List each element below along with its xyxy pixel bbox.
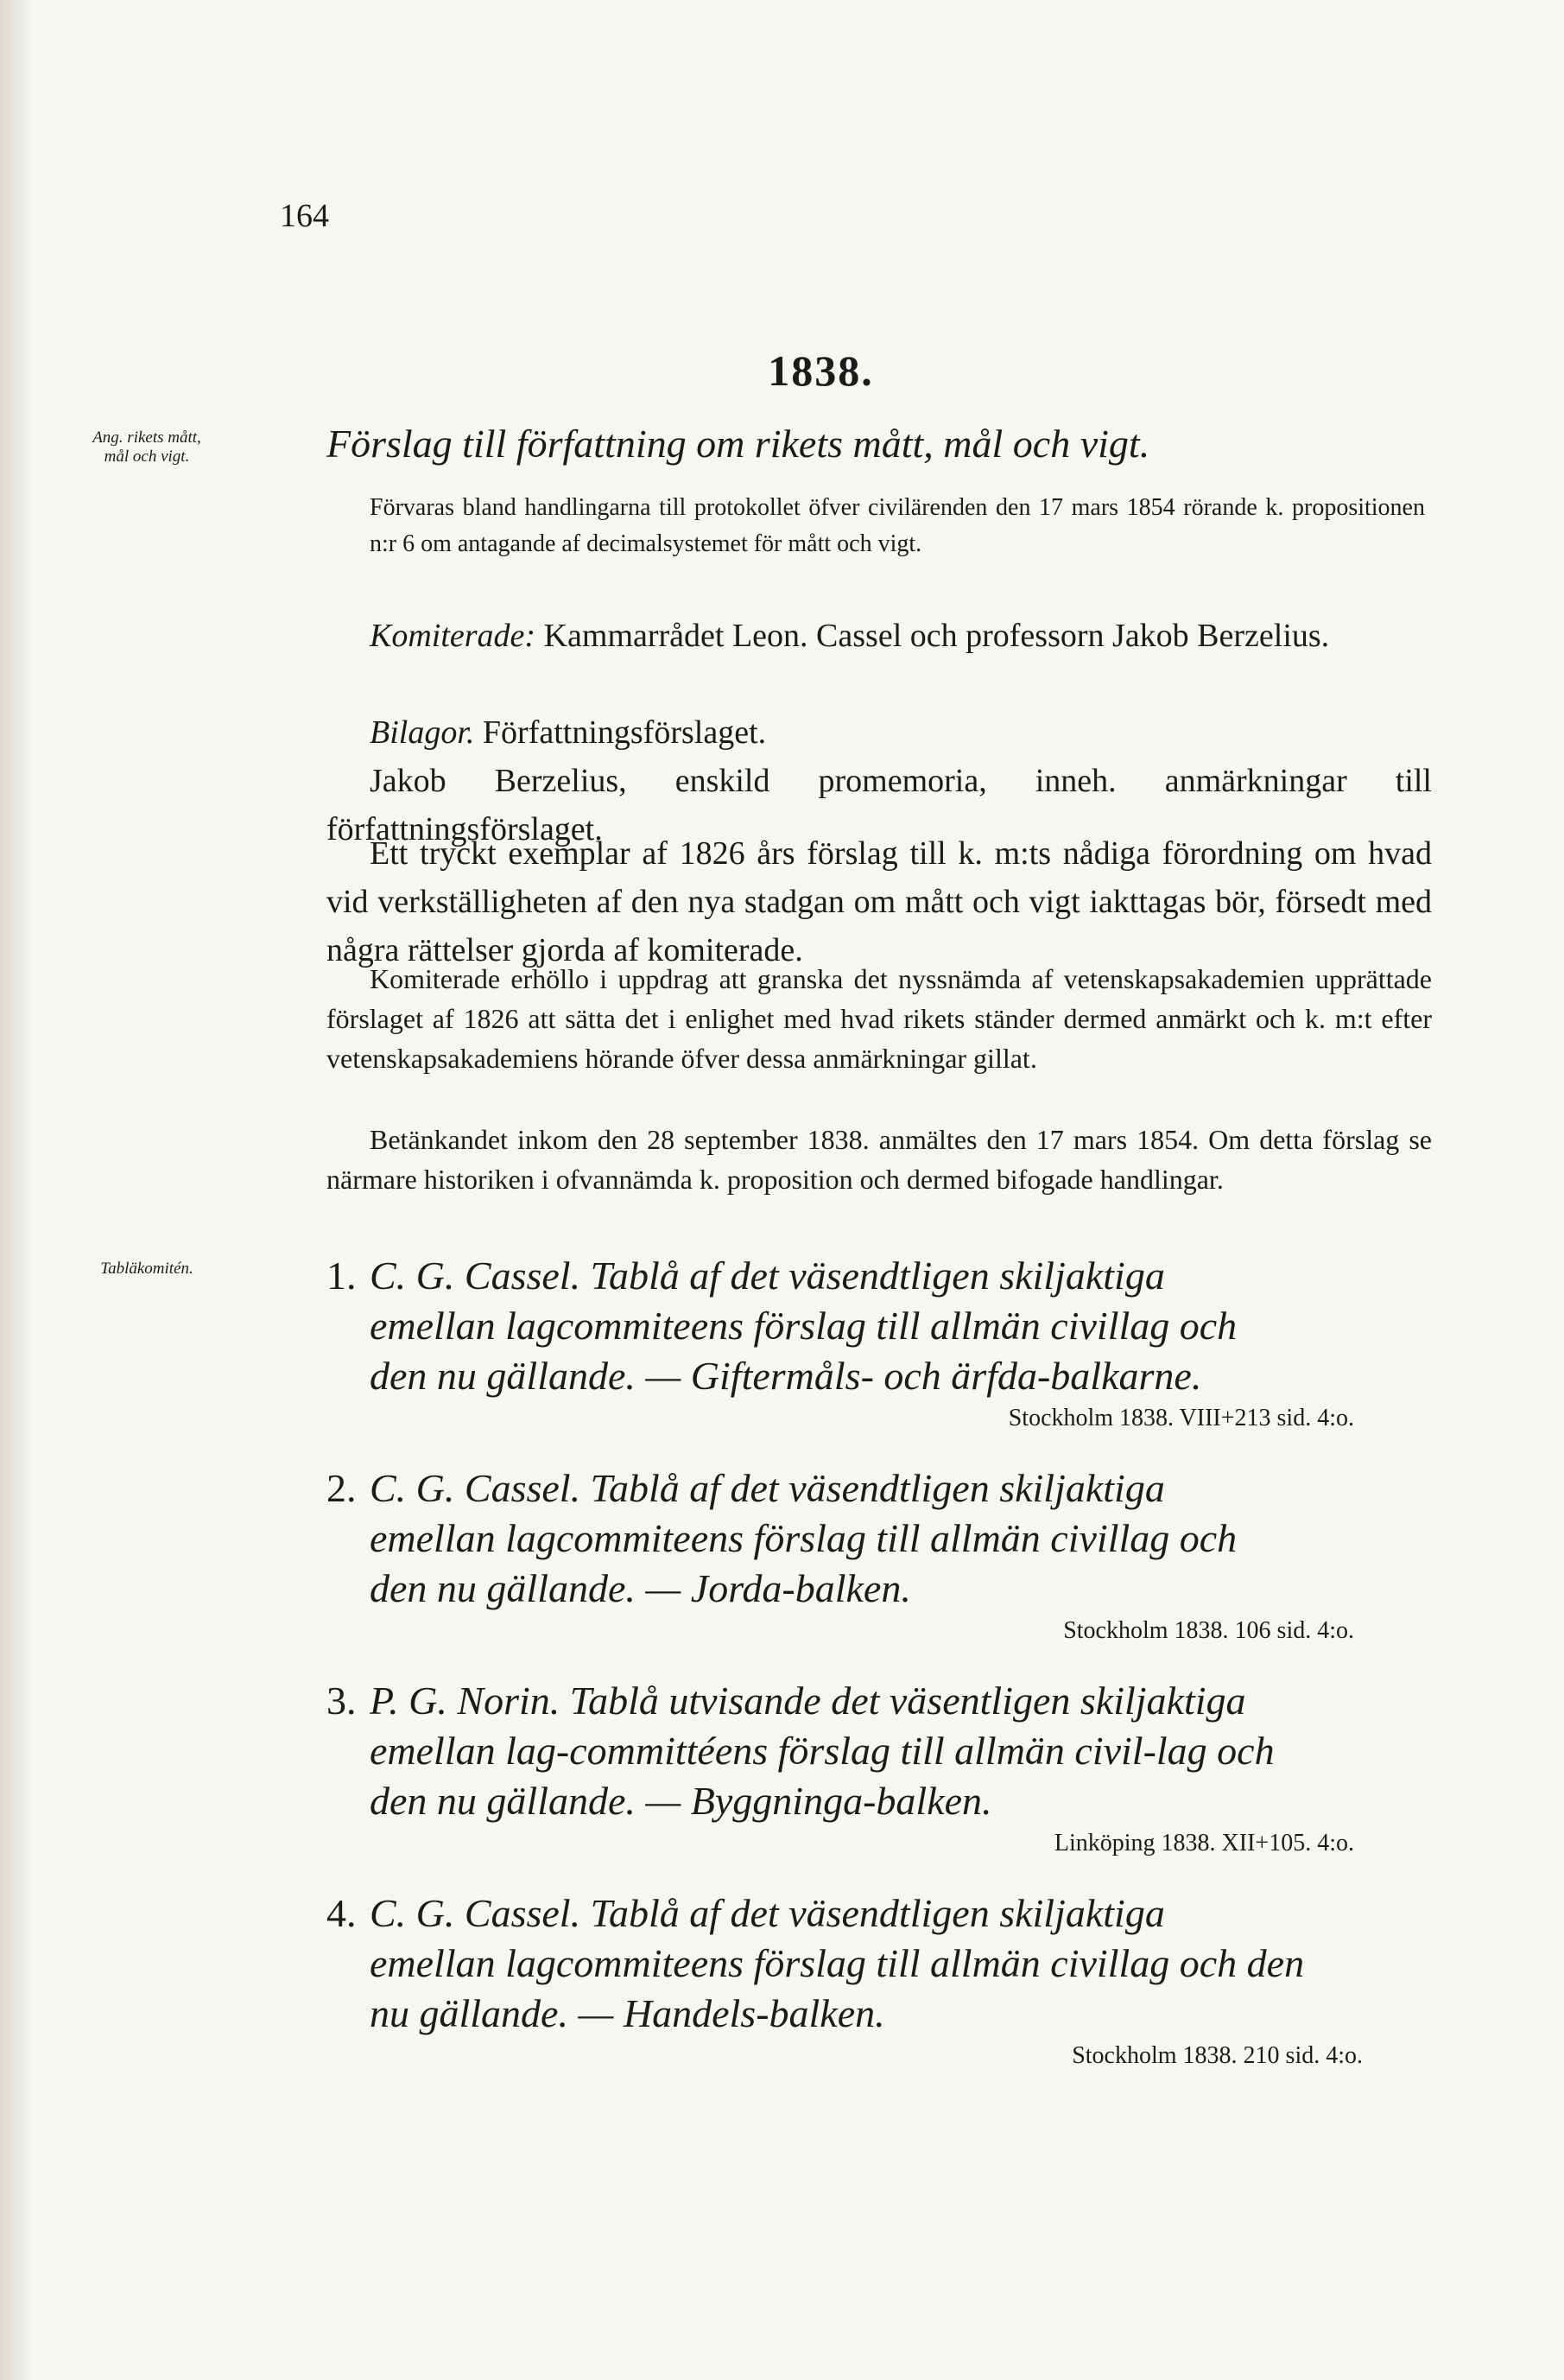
bilagor-paragraph [326, 708, 1432, 757]
komiterade-paragraph [326, 612, 1432, 660]
entry-title-line: C. G. Cassel. Tablå af det väsendtligen skiljaktiga [370, 1466, 1165, 1510]
entry-imprint: Linköping 1838. XII+105. 4:o. [1054, 1830, 1354, 1856]
bibliography-entry [326, 1888, 1441, 2070]
section-title: Förslag till författning om rikets mått, mål och vigt. [326, 422, 1150, 466]
year-heading: 1838. [768, 346, 874, 395]
bilagor-text: Författningsförslaget. [474, 714, 767, 751]
entry-imprint: Stockholm 1838. VIII+213 sid. 4:o. [1008, 1405, 1354, 1431]
page-number: 164 [280, 198, 329, 234]
entry-line: nu gällande. — Handels-balken. [370, 1991, 885, 2035]
entry-number: 4. [326, 1891, 357, 1935]
bibliography-entry [326, 1463, 1441, 1645]
komiterade-label: Komiterade: [370, 618, 536, 654]
entry-title-line: P. G. Norin. Tablå utvisande det väsentligen skiljaktiga [370, 1679, 1246, 1723]
entry-number: 2. [326, 1466, 357, 1510]
entry-line: emellan lagcommiteens förslag till allmän civillag och den [370, 1941, 1305, 1985]
bilagor-label: Bilagor. [370, 714, 475, 751]
entry-imprint: Stockholm 1838. 106 sid. 4:o. [1063, 1617, 1354, 1644]
entry-line: emellan lagcommiteens förslag till allmän civillag och [370, 1516, 1238, 1560]
entry-number: 3. [326, 1679, 357, 1723]
entry-line: emellan lag-committéens förslag till allmän civil-lag och [370, 1729, 1275, 1773]
entry-line [326, 1676, 1441, 1726]
entry-line [326, 1463, 1441, 1514]
bibliography-entry [326, 1676, 1441, 1857]
entry-imprint: Stockholm 1838. 210 sid. 4:o. [1072, 2042, 1363, 2069]
entry-line [326, 1888, 1441, 1939]
preamble-note: Förvaras bland handlingarna till protokollet öfver civilärenden den 17 mars 1854 rörande k. propositionen n:r 6 om antagande af decimalsystemet för mått och vigt. [370, 494, 1425, 557]
tryckt-exemplar-paragraph: Ett tryckt exemplar af 1826 års förslag till k. m:ts nådiga förordning om hvad vid verkställigheten af den nya stadgan om mått och vigt iakttagas bör, försedt med några rättelser gjorda af komiterade. [326, 835, 1432, 968]
entry-title-line: C. G. Cassel. Tablå af det väsendtligen skiljaktiga [370, 1891, 1165, 1935]
komiterade-text: Kammarrådet Leon. Cassel och professorn Jakob Berzelius. [535, 618, 1330, 654]
entry-line: den nu gällande. — Giftermåls- och ärfda-balkarne. [370, 1354, 1202, 1398]
bibliography-entry [326, 1251, 1441, 1432]
entry-title-line: C. G. Cassel. Tablå af det väsendtligen skiljaktiga [370, 1253, 1165, 1298]
betankandet-paragraph: Betänkandet inkom den 28 september 1838. anmältes den 17 mars 1854. Om detta förslag se närmare historiken i ofvannämda k. proposition och dermed bifogade handlingar. [326, 1124, 1432, 1195]
berzelius-paragraph: Jakob Berzelius, enskild promemoria, inneh. anmärkningar till författningsförslaget. [326, 763, 1432, 847]
entry-line: den nu gällande. — Jorda-balken. [370, 1566, 911, 1610]
entry-line [326, 1251, 1441, 1301]
margin-note-rikets-matt: Ang. rikets mått, mål och vigt. [92, 428, 201, 466]
entry-line: emellan lagcommiteens förslag till allmän civillag och [370, 1304, 1238, 1348]
entry-line: den nu gällande. — Byggninga-balken. [370, 1779, 992, 1823]
entry-number: 1. [326, 1253, 357, 1298]
margin-note-tablakomiten: Tabläkomitén. [100, 1260, 193, 1278]
uppdrag-paragraph: Komiterade erhöllo i uppdrag att granska det nyssnämda af vetenskapsakademien upprättade förslaget af 1826 att sätta det i enlighet med hvad rikets ständer dermed anmärkt och k. m:t efter vetenskapsakademiens hörande öfver dessa anmärkningar gillat. [326, 963, 1432, 1074]
